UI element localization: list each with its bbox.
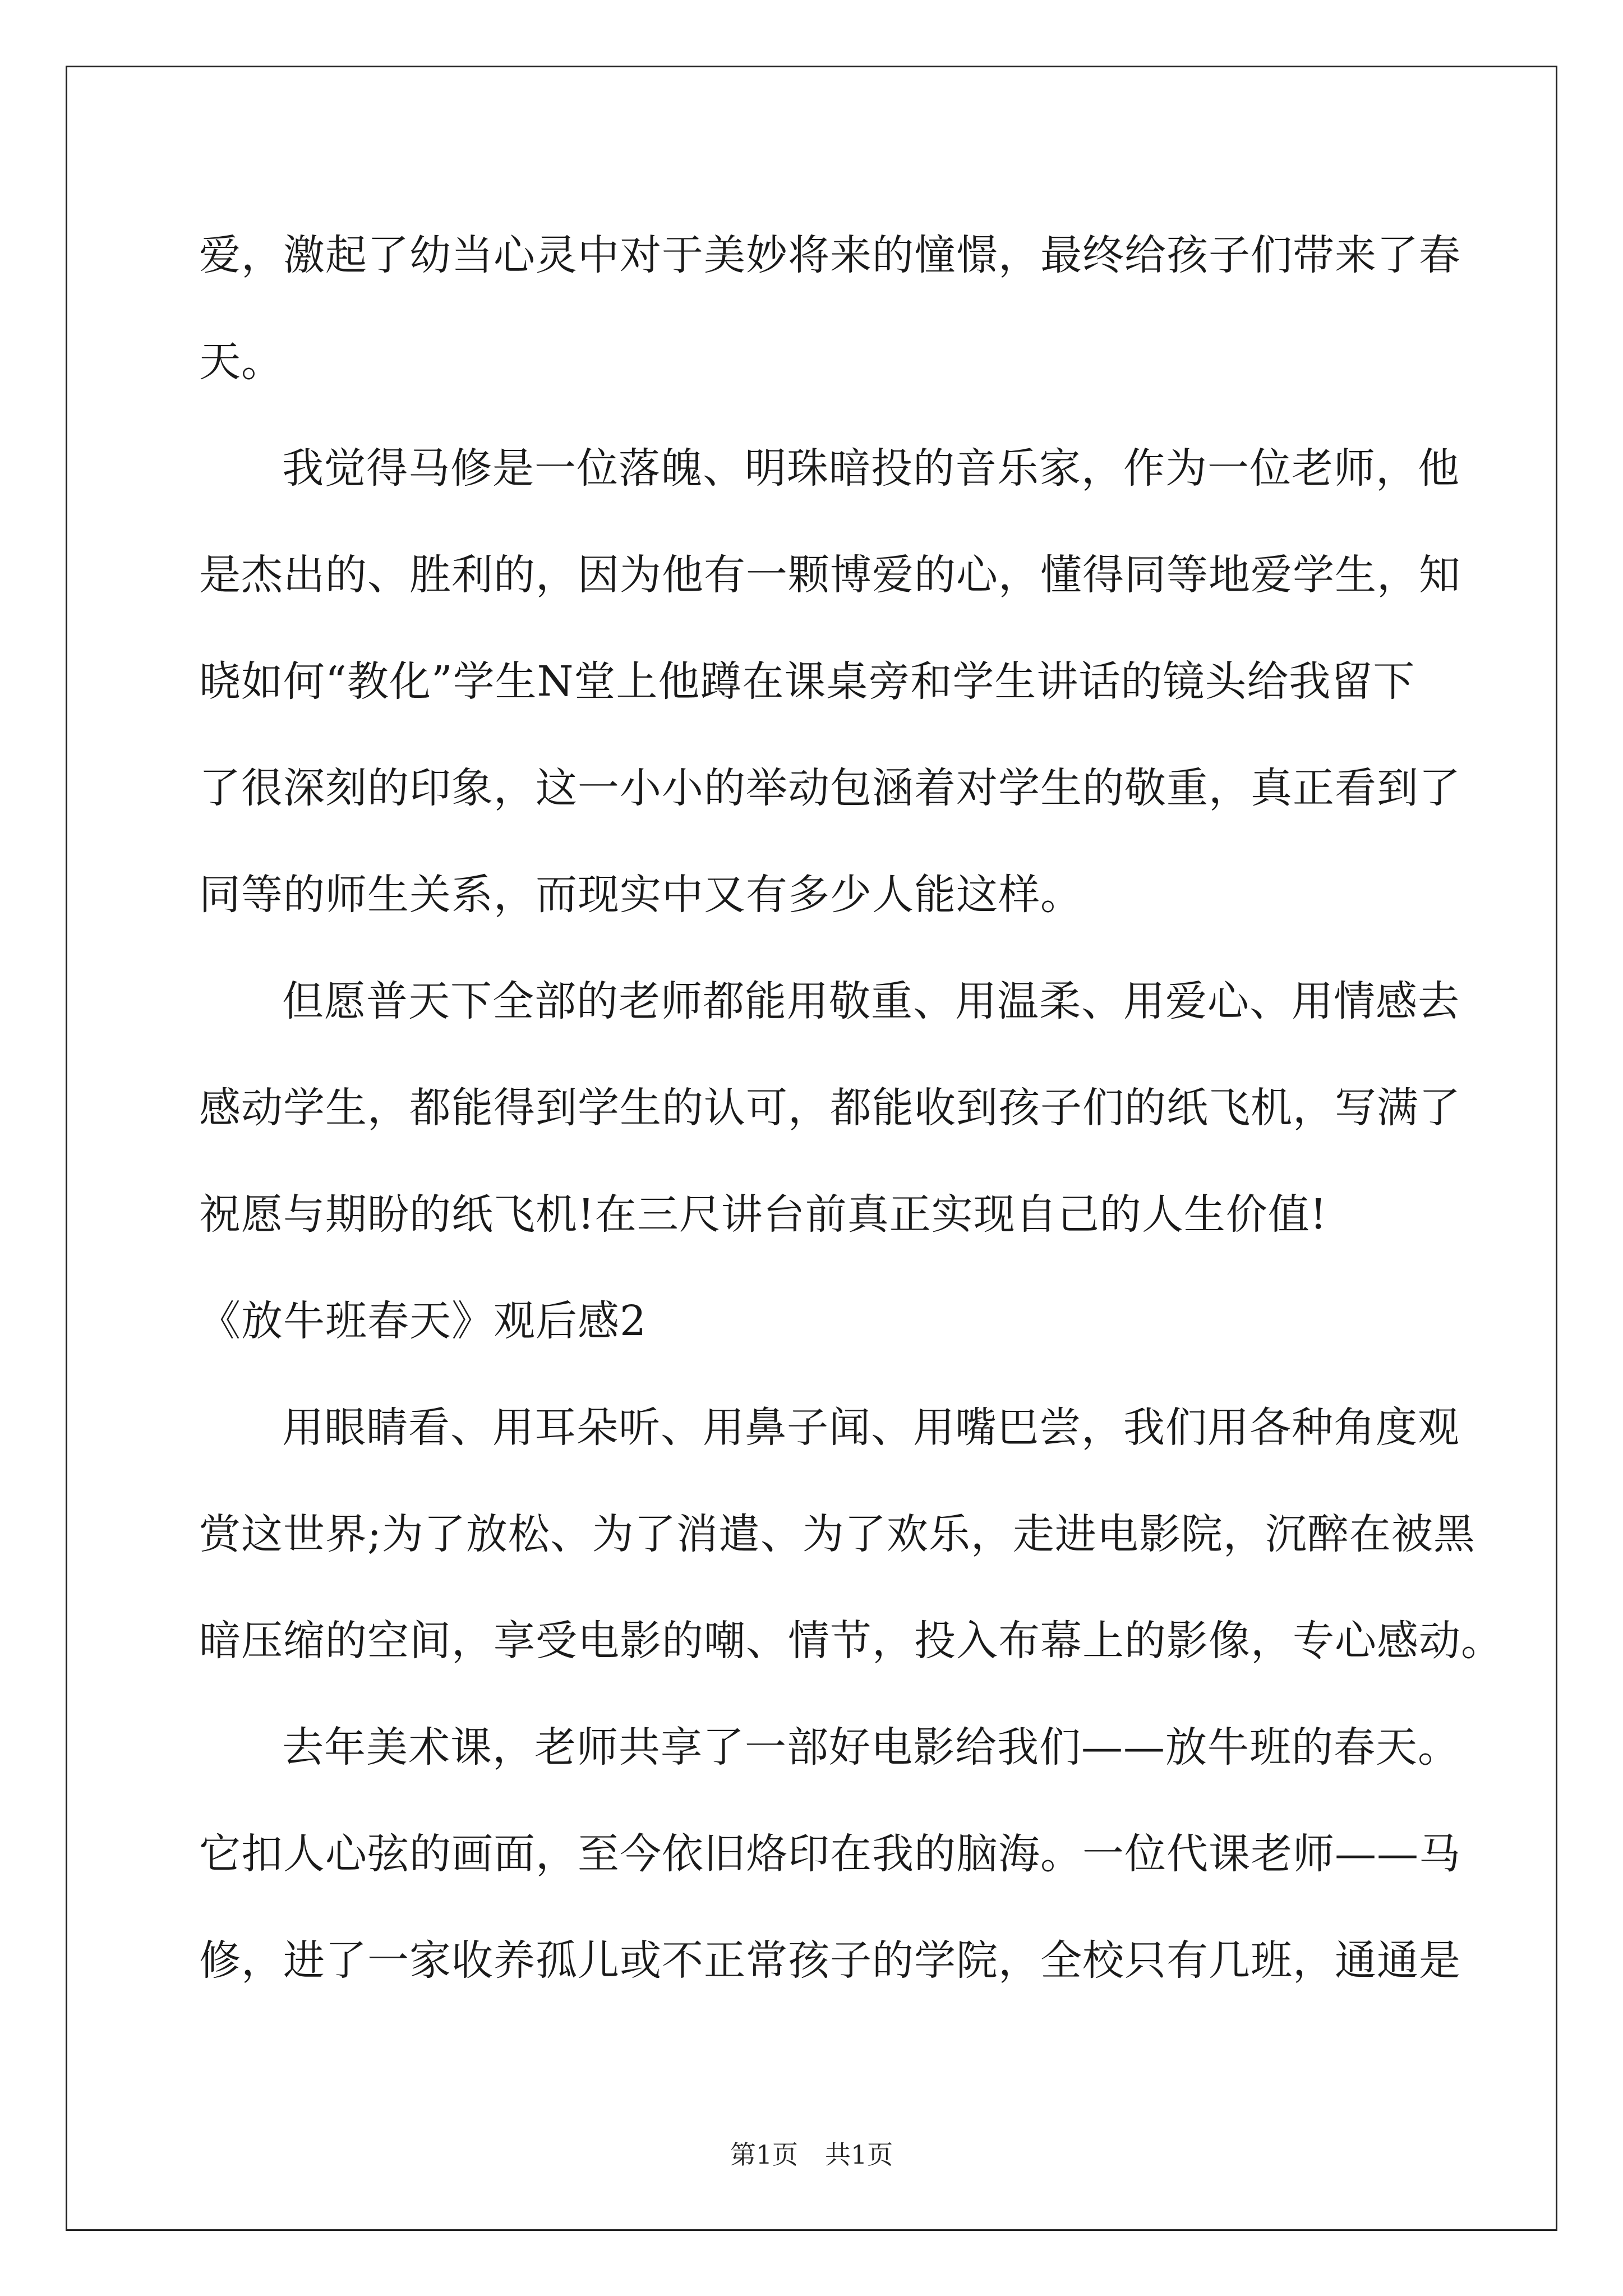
text-line-10: 祝愿与期盼的纸飞机!在三尺讲台前真正实现自己的人生价值! — [199, 1190, 1327, 1239]
page-footer — [0, 2134, 1623, 2171]
text-line-8: 但愿普天下全部的老师都能用敬重、用温柔、用爱心、用情感去 — [282, 977, 1460, 1025]
text-line-14: 暗压缩的空间，享受电影的嘲、情节，投入布幕上的影像，专心感动。 — [199, 1617, 1503, 1665]
text-line-5: 晓如何“教化”学生N堂上他蹲在课桌旁和学生讲话的镜头给我留下 — [199, 657, 1415, 706]
text-line-2: 天。 — [199, 338, 283, 386]
text-line-6: 了很深刻的印象，这一小小的举动包涵着对学生的敬重，真正看到了 — [199, 764, 1461, 812]
text-line-7: 同等的师生关系，而现实中又有多少人能这样。 — [199, 871, 1082, 919]
text-line-3: 我觉得马修是一位落魄、明珠暗投的音乐家，作为一位老师，他 — [282, 444, 1460, 493]
page-number-total: 共1页 — [825, 2139, 893, 2170]
section-heading: 《放牛班春天》观后感2 — [199, 1297, 647, 1345]
text-line-9: 感动学生，都能得到学生的认可，都能收到孩子们的纸飞机，写满了 — [199, 1084, 1461, 1132]
document-body — [199, 202, 1503, 2014]
page-number-current: 第1页 — [730, 2139, 798, 2170]
text-line-12: 用眼睛看、用耳朵听、用鼻子闻、用嘴巴尝，我们用各种角度观 — [282, 1404, 1460, 1452]
text-line-16: 它扣人心弦的画面，至今依旧烙印在我的脑海。一位代课老师——马 — [199, 1830, 1461, 1878]
text-line-1: 爱，激起了幼当心灵中对于美妙将来的憧憬，最终给孩子们带来了春 — [199, 231, 1461, 279]
text-line-17: 修，进了一家收养孤儿或不正常孩子的学院，全校只有几班，通通是 — [199, 1936, 1461, 1985]
text-line-15: 去年美术课，老师共享了一部好电影给我们——放牛班的春天。 — [282, 1723, 1460, 1772]
text-line-4: 是杰出的、胜利的，因为他有一颗博爱的心，懂得同等地爱学生，知 — [199, 551, 1461, 599]
text-line-13: 赏这世界;为了放松、为了消遣、为了欢乐，走进电影院，沉醉在被黑 — [199, 1510, 1476, 1558]
